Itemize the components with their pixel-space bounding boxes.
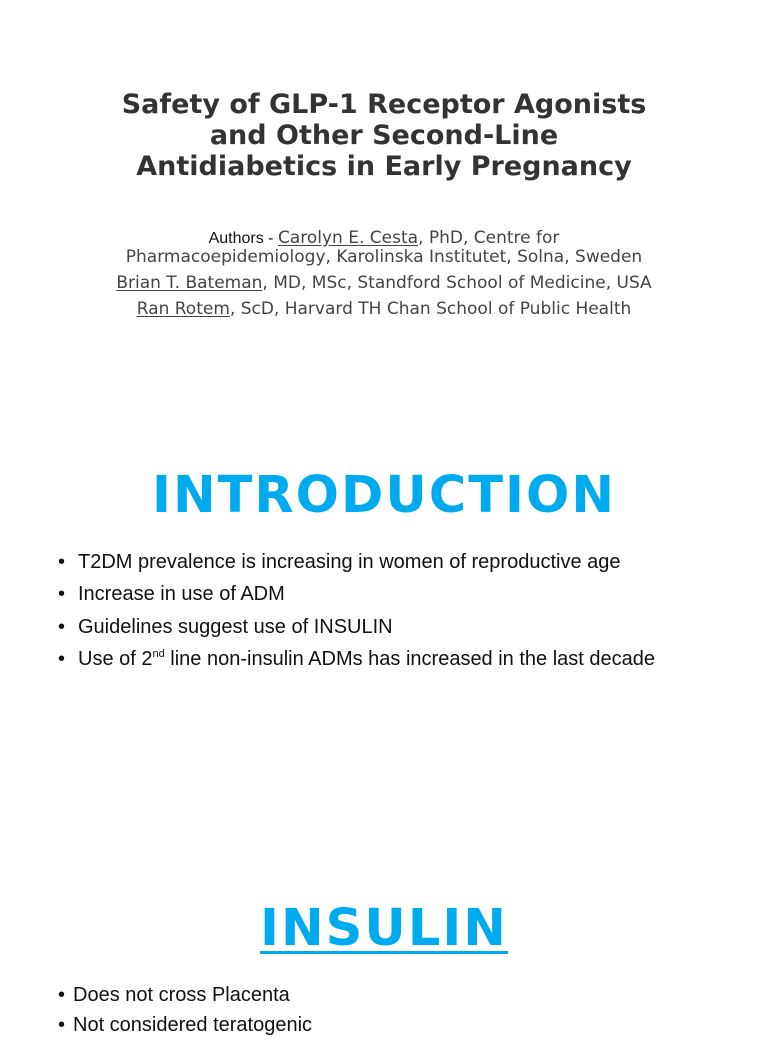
list-item — [58, 611, 738, 643]
list-item — [58, 578, 738, 610]
list-item — [58, 980, 738, 1010]
author-3-line — [60, 300, 708, 319]
author-3-affiliation: , ScD, Harvard TH Chan School of Public Health — [229, 299, 632, 319]
bullet-text-post: line non-insulin ADMs has increased in the last decade — [164, 648, 656, 671]
bullet-marker: • — [58, 648, 66, 671]
document-title — [84, 89, 684, 182]
bullet-marker: • — [58, 551, 66, 573]
introduction-heading: INTRODUCTION — [151, 466, 617, 525]
author-1-affiliation-continued: Pharmacoepidemiology, Karolinska Institutet, Solna, Sweden — [125, 247, 643, 267]
insulin-heading: INSULIN — [260, 899, 508, 958]
authors-prefix: Authors - — [208, 230, 278, 247]
bullet-text-pre: Use of 2 — [78, 648, 153, 671]
bullet-marker: • — [58, 984, 66, 1006]
bullet-marker: • — [58, 583, 66, 606]
title-line-1: Safety of GLP-1 Receptor Agonists — [121, 89, 647, 120]
introduction-bullet-list — [58, 546, 738, 676]
list-item — [58, 643, 738, 675]
insulin-bullet-list — [58, 980, 738, 1040]
author-1-line — [60, 229, 708, 248]
ordinal-superscript: nd — [152, 648, 165, 661]
bullet-text: T2DM prevalence is increasing in women of reproductive age — [78, 551, 621, 573]
bullet-text: Increase in use of ADM — [78, 583, 285, 606]
author-2-name-link[interactable]: Brian T. Bateman — [116, 273, 263, 293]
title-line-3: Antidiabetics in Early Pregnancy — [136, 151, 632, 182]
bullet-marker: • — [58, 615, 66, 638]
bullet-text: Not considered teratogenic — [73, 1014, 313, 1036]
author-1-name-link[interactable]: Carolyn E. Cesta — [277, 228, 419, 248]
list-item — [58, 1010, 738, 1040]
author-1-affiliation: , PhD, Centre for — [418, 228, 560, 248]
bullet-marker: • — [58, 1014, 66, 1036]
author-2-line — [60, 274, 708, 293]
bullet-text: Does not cross Placenta — [73, 984, 290, 1006]
bullet-text: Guidelines suggest use of INSULIN — [78, 615, 393, 638]
list-item — [58, 546, 738, 578]
title-line-2: and Other Second-Line — [209, 120, 559, 151]
author-2-affiliation: , MD, MSc, Standford School of Medicine, USA — [262, 273, 652, 293]
authors-block — [60, 229, 708, 319]
author-3-name-link[interactable]: Ran Rotem — [136, 299, 230, 319]
